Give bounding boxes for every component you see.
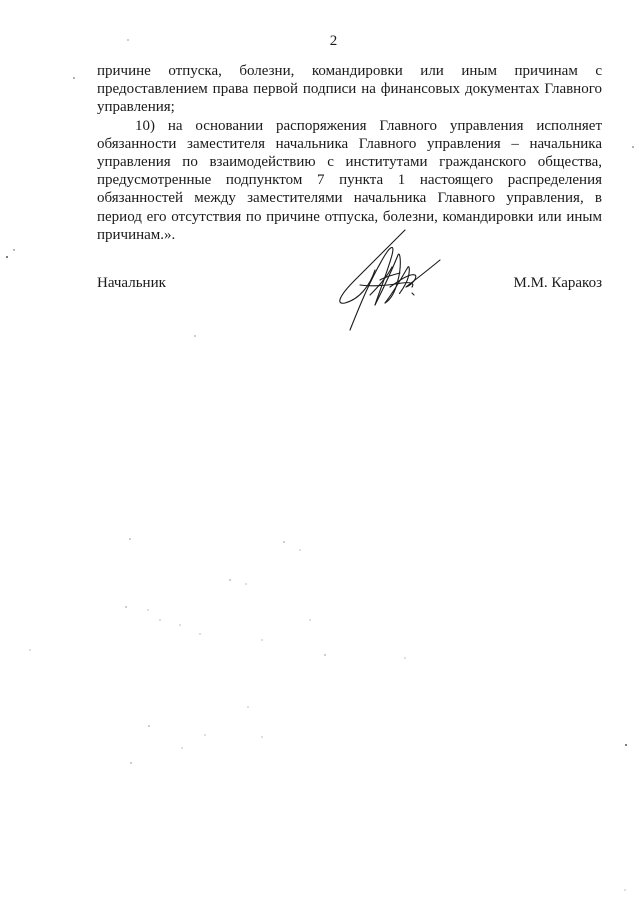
signatory-position: Начальник (97, 275, 166, 291)
body-text (97, 62, 602, 244)
handwritten-signature (330, 225, 450, 335)
paragraph-item-10: 10) на основании распоряжения Главного управления исполняет обязанности заместителя начальника Главного управления – начальника управления по взаимодействию с институтами гражданского общества, предусмотренные подпунктом 7 пункта 1 настоящего распределения обязанностей между заместителями начальника Главного управления, в период его отсутствия по причине отпуска, болезни, командировки или иным причинам.». (97, 117, 602, 243)
paragraph-continuation: причине отпуска, болезни, командировки или иным причинам с предоставлением права первой подписи на финансовых документах Главного управления; (97, 63, 602, 116)
page-number: 2 (329, 33, 338, 49)
signatory-name: М.М. Каракоз (513, 275, 602, 291)
